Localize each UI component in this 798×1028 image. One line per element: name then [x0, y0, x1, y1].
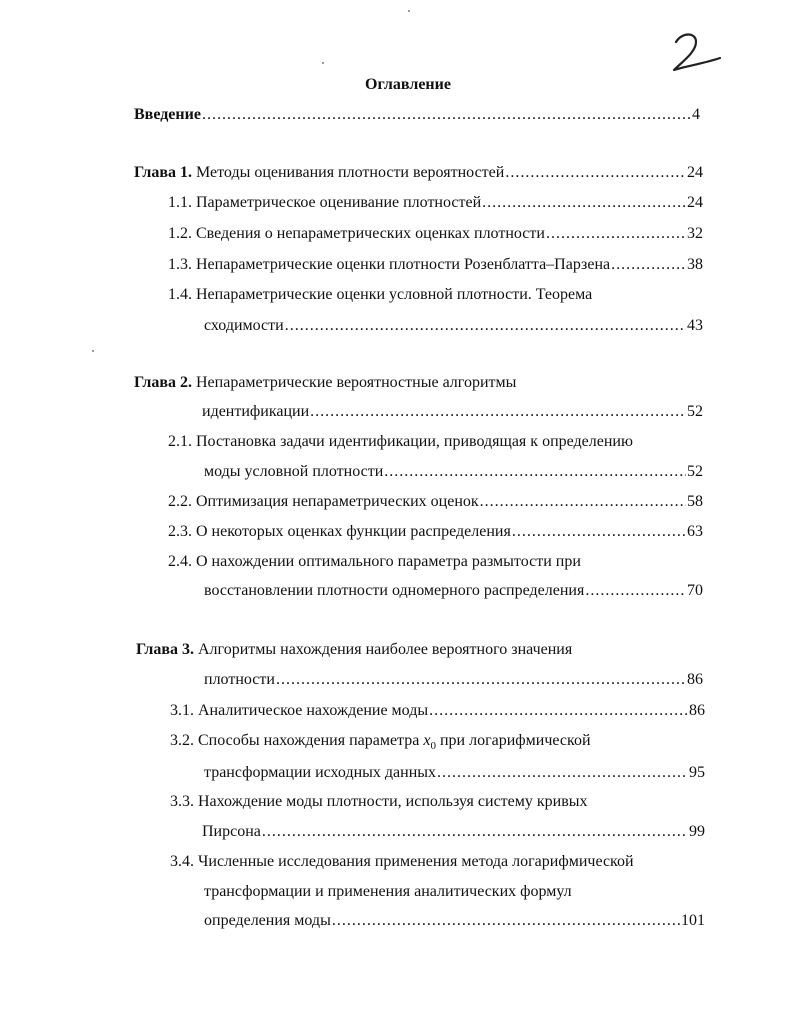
entry-label: определения моды [204, 912, 331, 929]
entry-label: Введение [134, 106, 201, 123]
leader-dots [480, 492, 686, 512]
entry-page: 24 [687, 164, 703, 181]
entry-label: 1.1. Параметрическое оценивание плотностей [168, 194, 482, 211]
scan-speck [92, 350, 94, 352]
entry-label: восстановлении плотности одномерного распределения [204, 582, 585, 599]
toc-entry-3-3 [202, 822, 705, 842]
toc-entry-intro [134, 105, 700, 125]
leader-dots [482, 193, 686, 213]
toc-entry-1-4-line1: 1.4. Непараметрические оценки условной плотности. Теорема [168, 286, 593, 303]
toc-entry-2-1-line1: 2.1. Постановка задачи идентификации, приводящая к определению [168, 433, 633, 450]
leader-dots [285, 316, 686, 336]
toc-entry-chapter-3 [204, 670, 703, 690]
leader-dots [611, 255, 686, 275]
entry-page: 86 [687, 671, 703, 688]
toc-entry-1-4 [204, 316, 703, 336]
entry-page: 43 [687, 317, 703, 334]
entry-text: при логарифмической [435, 732, 591, 749]
handwritten-page-number [668, 28, 728, 78]
toc-entry-chapter-1 [134, 163, 703, 183]
entry-page: 86 [689, 702, 705, 719]
toc-entry-chapter-2 [202, 402, 703, 422]
entry-page: 24 [687, 194, 703, 211]
toc-entry-1-1 [168, 193, 703, 213]
leader-dots [332, 911, 680, 931]
chapter-title: Алгоритмы нахождения наиболее вероятного значения [198, 641, 573, 658]
toc-entry-3-4 [204, 911, 705, 931]
leader-dots [585, 581, 686, 601]
entry-label: 2.2. Оптимизация непараметрических оценок [168, 493, 479, 510]
entry-page: 95 [689, 764, 705, 781]
chapter-prefix: Глава 2. [134, 374, 192, 391]
entry-text: 3.2. Способы нахождения параметра [170, 732, 424, 749]
entry-label: трансформации исходных данных [204, 764, 437, 781]
toc-entry-1-2 [168, 224, 703, 244]
entry-label: Пирсона [202, 823, 261, 840]
variable-symbol: x [423, 732, 431, 749]
entry-page: 52 [687, 463, 703, 480]
toc-entry-1-3 [168, 255, 703, 275]
entry-label: идентификации [202, 403, 310, 420]
entry-label: 3.1. Аналитическое нахождение моды [170, 702, 429, 719]
math-variable [423, 732, 436, 753]
scan-speck [408, 10, 410, 12]
chapter-prefix: Глава 3. [136, 641, 194, 658]
toc-entry-2-4 [204, 581, 703, 601]
leader-dots [546, 224, 686, 244]
leader-dots [276, 670, 686, 690]
toc-entry-3-4-line2: трансформации и применения аналитических формул [204, 883, 572, 900]
entry-page: 4 [692, 106, 700, 123]
entry-label: сходимости [204, 317, 284, 334]
entry-page: 38 [687, 256, 703, 273]
toc-entry-3-2-line1 [170, 731, 591, 756]
entry-page: 99 [689, 823, 705, 840]
entry-page: 101 [681, 912, 705, 929]
leader-dots [437, 763, 688, 783]
toc-entry-2-3 [168, 522, 703, 542]
leader-dots [505, 163, 686, 183]
entry-label: моды условной плотности [204, 463, 384, 480]
toc-entry-3-1 [170, 701, 705, 721]
chapter-prefix: Глава 1. [134, 164, 192, 181]
leader-dots [202, 105, 691, 125]
toc-title: Оглавление [365, 76, 451, 93]
leader-dots [310, 402, 686, 422]
entry-page: 58 [687, 493, 703, 510]
toc-entry-chapter-3-line1 [136, 640, 572, 660]
entry-page: 32 [687, 225, 703, 242]
leader-dots [262, 822, 688, 842]
variable-subscript: 0 [430, 740, 436, 753]
toc-entry-2-1 [204, 462, 703, 482]
toc-entry-2-2 [168, 492, 703, 512]
leader-dots [429, 701, 688, 721]
entry-label: 1.2. Сведения о непараметрических оценках плотности [168, 225, 545, 242]
chapter-title: Непараметрические вероятностные алгоритмы [196, 374, 517, 391]
entry-page: 63 [687, 523, 703, 540]
entry-label [134, 163, 504, 183]
leader-dots [512, 522, 686, 542]
toc-entry-3-4-line1: 3.4. Численные исследования применения метода логарифмической [170, 853, 634, 870]
entry-page: 52 [687, 403, 703, 420]
chapter-title: Методы оценивания плотности вероятностей [196, 164, 505, 181]
entry-label: 1.3. Непараметрические оценки плотности Розенблатта–Парзена [168, 256, 611, 273]
entry-label: плотности [204, 671, 275, 688]
scan-speck [322, 62, 324, 64]
toc-entry-2-4-line1: 2.4. О нахождении оптимального параметра размытости при [168, 553, 581, 570]
entry-label: 2.3. О некоторых оценках функции распределения [168, 523, 511, 540]
leader-dots [384, 462, 686, 482]
toc-entry-3-3-line1: 3.3. Нахождение моды плотности, используя систему кривых [170, 793, 588, 810]
toc-entry-3-2 [204, 763, 705, 783]
toc-entry-chapter-2-line1 [134, 373, 516, 393]
entry-page: 70 [687, 582, 703, 599]
